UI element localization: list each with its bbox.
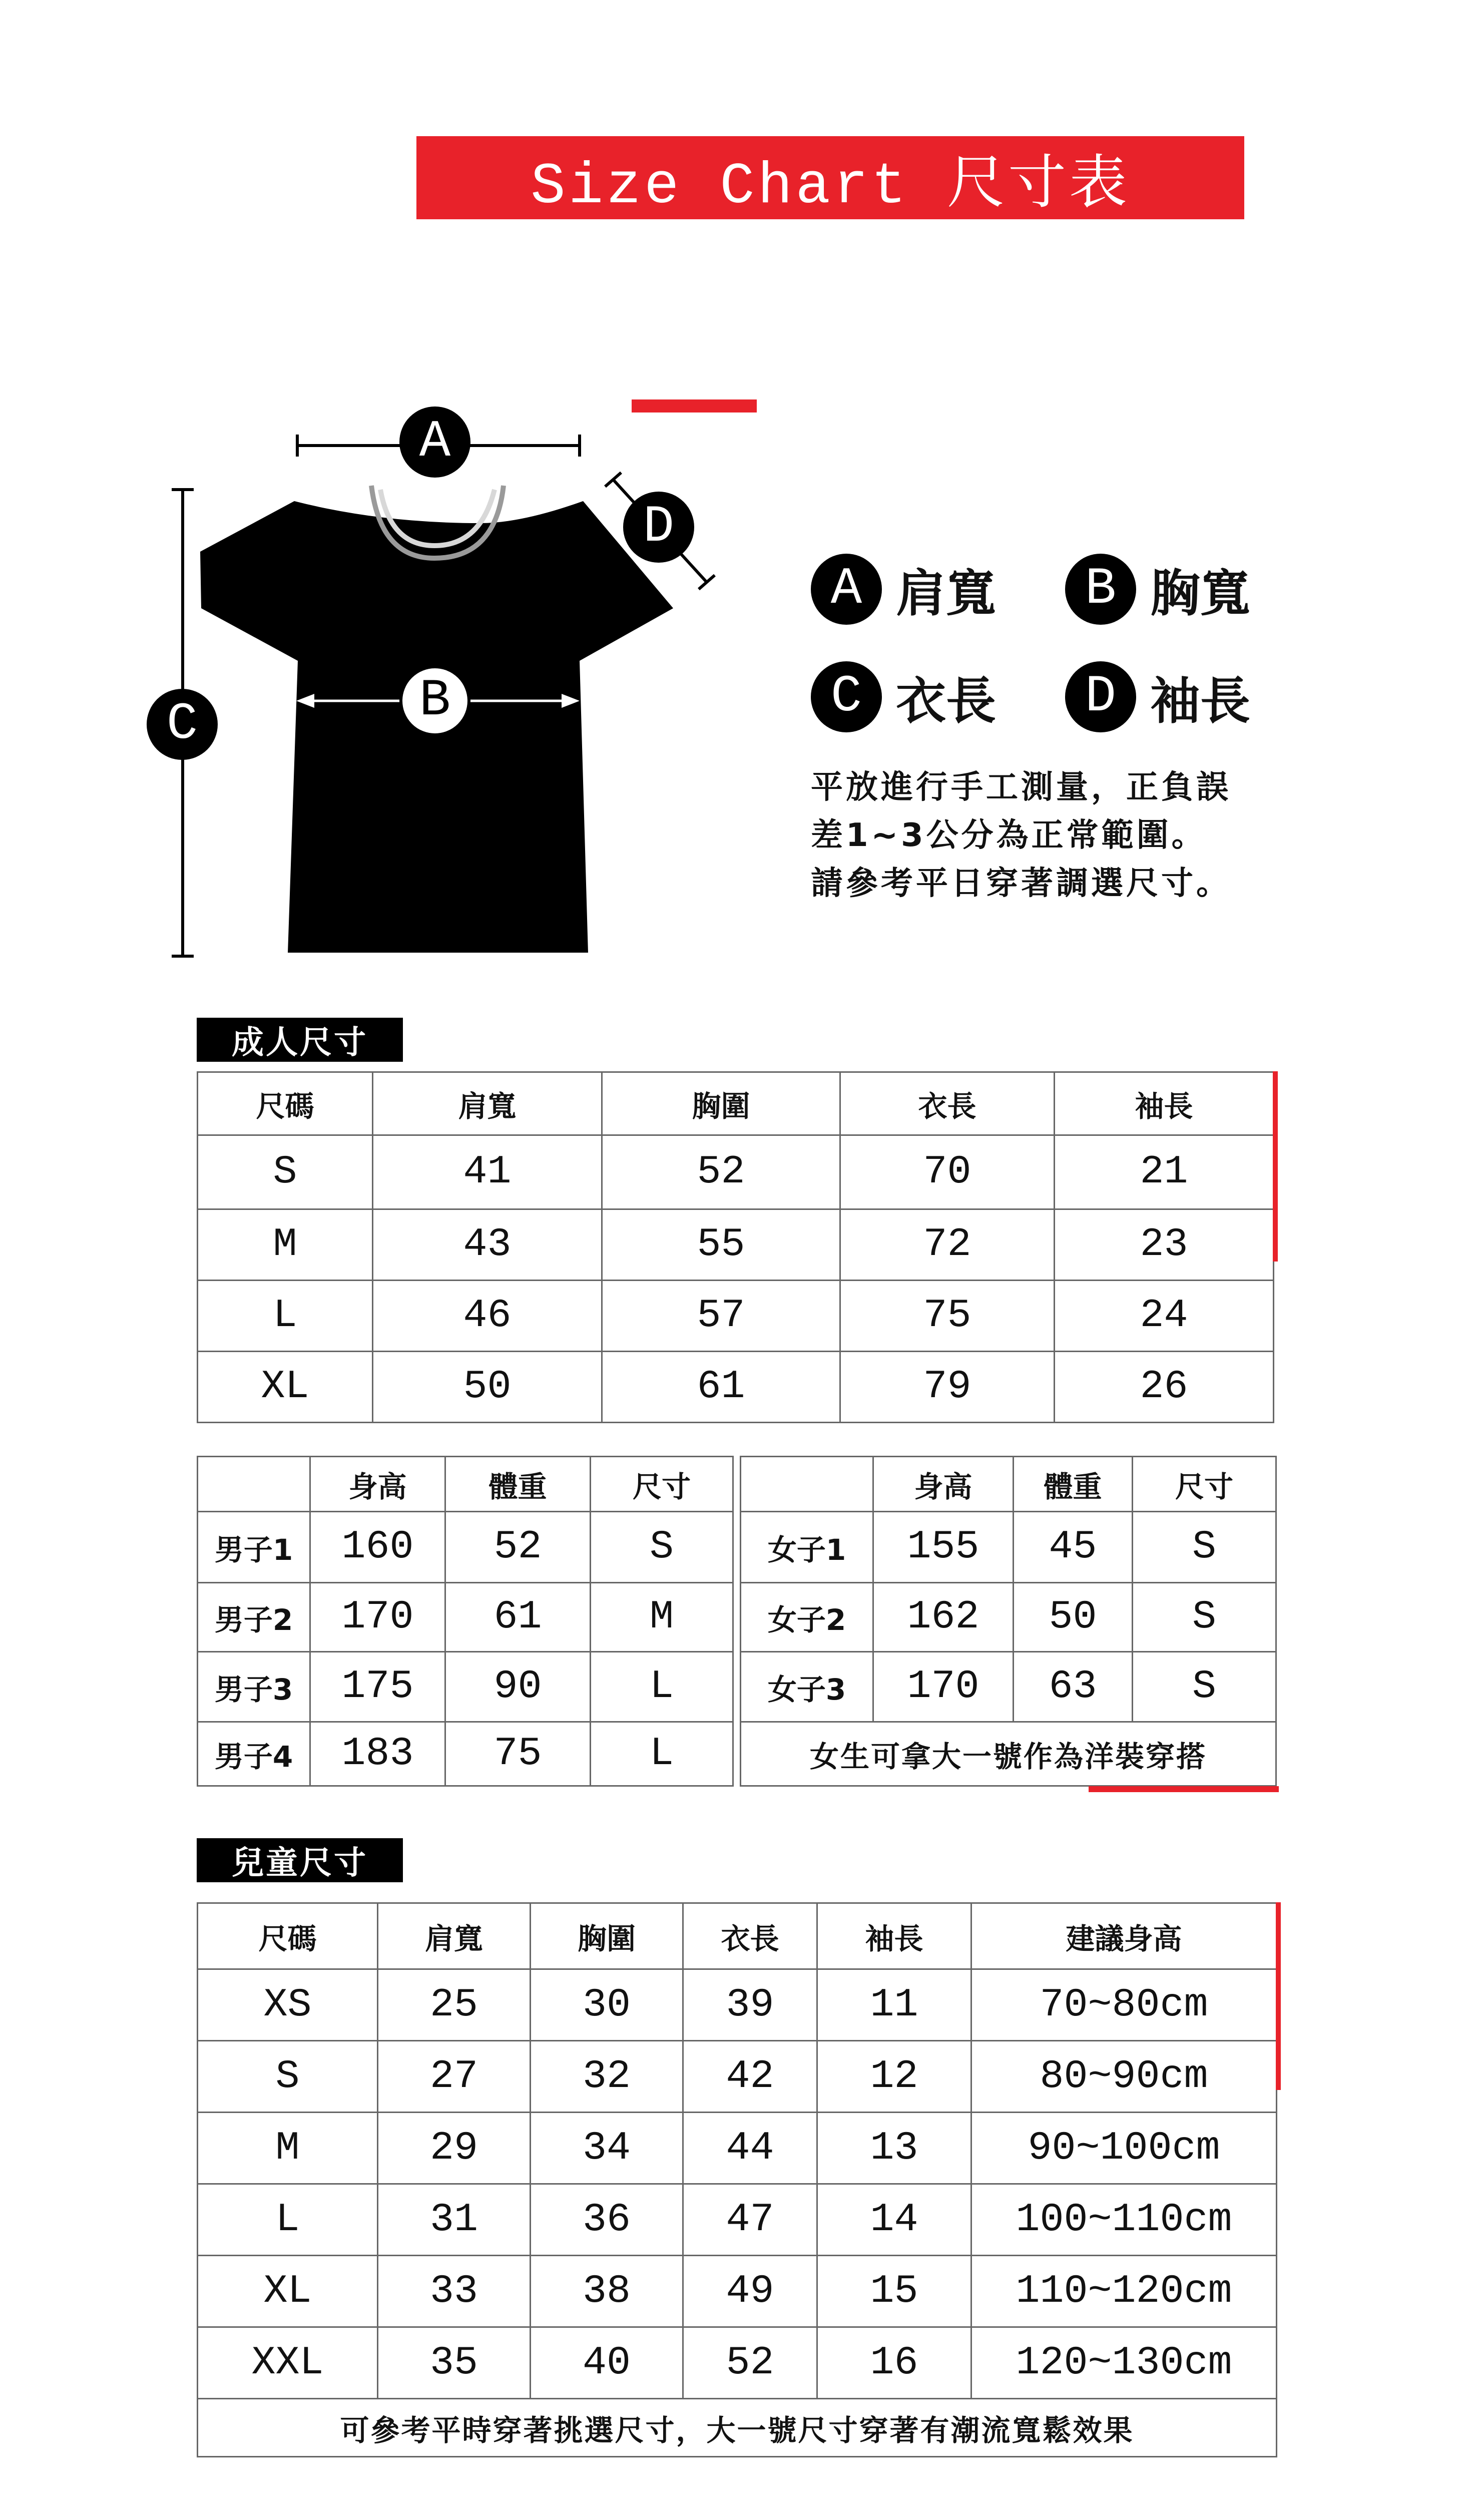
page-title: Size Chart 尺寸表: [416, 136, 1244, 219]
table-row: 女子1 155 45 S: [741, 1512, 1276, 1583]
legend-label: 袖長: [1150, 672, 1250, 730]
table-row: S 41 52 70 21: [198, 1135, 1274, 1209]
table-row: 男子4 183 75 L: [198, 1722, 733, 1786]
table-row: M 29 34 44 13 90~100cm: [198, 2113, 1277, 2184]
table-row: L 46 57 75 24: [198, 1281, 1274, 1352]
label-a-marker: A: [399, 406, 470, 478]
accent-bar: [1276, 1902, 1281, 2090]
table-row: XL 50 61 79 26: [198, 1352, 1274, 1423]
letter-circle: B: [1065, 554, 1136, 625]
table-header: 尺碼 肩寬 胸圍 衣長 袖長 建議身高: [198, 1903, 1277, 1969]
table-row: XXL 35 40 52 16 120~130cm: [198, 2327, 1277, 2399]
kids-size-table: [197, 1902, 1277, 2457]
adult-size-table: [197, 1071, 1274, 1423]
table-row: XL 33 38 49 15 110~120cm: [198, 2256, 1277, 2327]
label-c-marker: C: [147, 689, 218, 760]
legend-shoulder: [811, 553, 996, 625]
label-d-marker: D: [623, 492, 694, 563]
accent-bar: [1273, 1071, 1278, 1262]
men-reference-table: [197, 1456, 734, 1787]
table-row: XS 25 30 39 11 70~80cm: [198, 1969, 1277, 2041]
measurement-note: 平放進行手工測量，正負誤 差1~3公分為正常範圍。 請參考平日穿著調選尺寸。: [811, 769, 1231, 902]
letter-circle: D: [1065, 661, 1136, 732]
table-row: 女子3 170 63 S: [741, 1652, 1276, 1722]
women-reference-table: [740, 1456, 1277, 1787]
table-row: 女子2 162 50 S: [741, 1583, 1276, 1652]
table-header: 身高 體重 尺寸: [198, 1457, 733, 1512]
table-row: 男子1 160 52 S: [198, 1512, 733, 1583]
table-row: M 43 55 72 23: [198, 1209, 1274, 1281]
adult-section-label: 成人尺寸: [197, 1018, 403, 1062]
label-b-marker: B: [399, 665, 470, 736]
table-row: 男子2 170 61 M: [198, 1583, 733, 1652]
table-row: S 27 32 42 12 80~90cm: [198, 2041, 1277, 2113]
letter-circle: C: [811, 661, 882, 732]
legend-label: 肩寬: [896, 564, 996, 623]
letter-circle: A: [811, 554, 882, 625]
accent-bar: [632, 399, 757, 412]
legend-label: 衣長: [896, 672, 996, 730]
legend-length: [811, 661, 996, 733]
table-row: L 31 36 47 14 100~110cm: [198, 2184, 1277, 2256]
legend-chest: [1065, 553, 1250, 625]
kids-section-label: 兒童尺寸: [197, 1838, 403, 1882]
accent-bar: [1089, 1786, 1279, 1792]
table-footer: 女生可拿大一號作為洋裝穿搭: [741, 1722, 1276, 1786]
legend-sleeve: [1065, 661, 1250, 733]
table-header: 身高 體重 尺寸: [741, 1457, 1276, 1512]
table-row: 男子3 175 90 L: [198, 1652, 733, 1722]
table-footer: 可參考平時穿著挑選尺寸，大一號尺寸穿著有潮流寬鬆效果: [198, 2399, 1277, 2457]
legend-label: 胸寬: [1150, 564, 1250, 623]
table-header: 尺碼 肩寬 胸圍 衣長 袖長: [198, 1072, 1274, 1135]
